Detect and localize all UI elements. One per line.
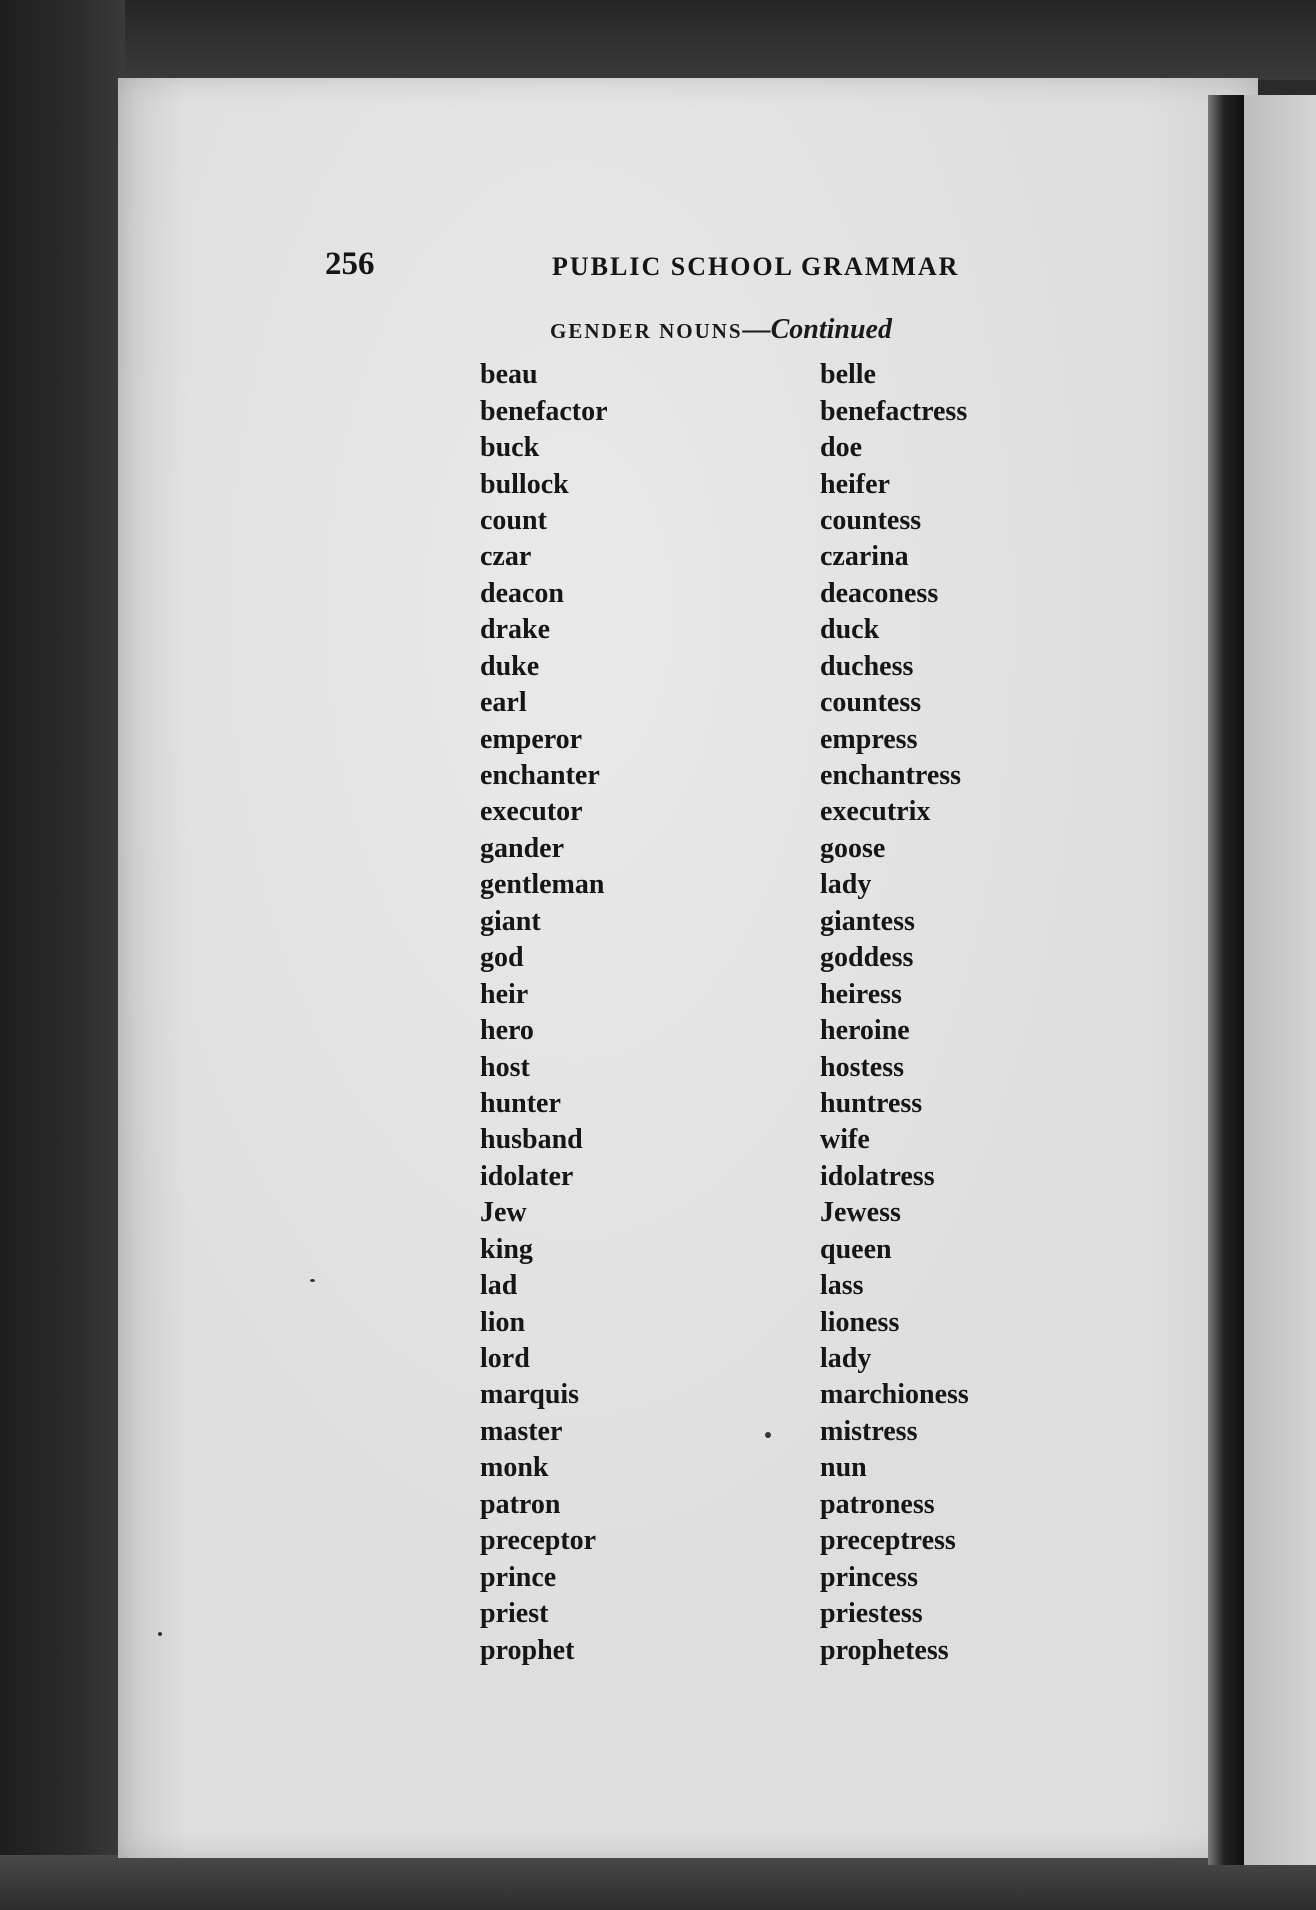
scan-speck [310, 1279, 315, 1282]
table-row [480, 1596, 1020, 1632]
masculine-noun: lion [480, 1306, 526, 1338]
masculine-noun: gander [480, 832, 564, 864]
table-row [480, 393, 1020, 429]
feminine-noun: wife [820, 1124, 870, 1156]
table-row [480, 1122, 1020, 1158]
masculine-noun: czar [480, 541, 532, 573]
masculine-noun: earl [480, 687, 527, 719]
masculine-noun: patron [480, 1488, 561, 1520]
masculine-noun: buck [480, 432, 540, 464]
feminine-noun: prophetess [820, 1634, 949, 1666]
feminine-noun: enchantress [820, 760, 962, 792]
masculine-noun: executor [480, 796, 583, 828]
table-row [480, 1268, 1020, 1304]
table-row [480, 1487, 1020, 1523]
feminine-noun: czarina [820, 541, 909, 573]
table-row [480, 1450, 1020, 1486]
masculine-noun: deacon [480, 577, 564, 609]
feminine-noun: giantess [820, 905, 915, 937]
feminine-noun: patroness [820, 1488, 935, 1520]
masculine-noun: emperor [480, 723, 583, 755]
feminine-noun: countess [820, 687, 922, 719]
table-row [480, 794, 1020, 830]
feminine-noun: lass [820, 1270, 864, 1302]
masculine-noun: god [480, 942, 524, 974]
table-row [480, 1159, 1020, 1195]
table-row [480, 430, 1020, 466]
masculine-noun: hunter [480, 1087, 561, 1119]
masculine-noun: husband [480, 1124, 583, 1156]
feminine-noun: countess [820, 504, 922, 536]
feminine-noun: Jewess [820, 1197, 901, 1229]
feminine-noun: priestess [820, 1598, 923, 1630]
masculine-noun: heir [480, 978, 529, 1010]
table-row [480, 1377, 1020, 1413]
section-heading-continued: —Continued [742, 314, 892, 345]
table-row [480, 1341, 1020, 1377]
table-row [480, 1632, 1020, 1668]
scan-border-bottom [0, 1855, 1316, 1910]
scan-speck [158, 1632, 162, 1636]
gender-nouns-rows [480, 357, 1020, 1669]
table-row [480, 1049, 1020, 1085]
masculine-noun: master [480, 1415, 563, 1447]
feminine-noun: goose [820, 832, 886, 864]
table-row [480, 831, 1020, 867]
masculine-noun: king [480, 1233, 533, 1265]
table-row [480, 503, 1020, 539]
masculine-noun: enchanter [480, 760, 600, 792]
feminine-noun: heiress [820, 978, 902, 1010]
table-row [480, 1195, 1020, 1231]
masculine-noun: priest [480, 1598, 549, 1630]
feminine-noun: huntress [820, 1087, 923, 1119]
masculine-noun: drake [480, 614, 550, 646]
table-row [480, 649, 1020, 685]
table-row [480, 1523, 1020, 1559]
feminine-noun: heroine [820, 1015, 910, 1047]
masculine-noun: preceptor [480, 1525, 597, 1557]
masculine-noun: lord [480, 1343, 530, 1375]
scan-border-left [0, 0, 125, 1910]
masculine-noun: prophet [480, 1634, 575, 1666]
masculine-noun: Jew [480, 1197, 527, 1229]
feminine-noun: idolatress [820, 1160, 935, 1192]
table-row [480, 539, 1020, 575]
table-row [480, 1013, 1020, 1049]
facing-page-edge [1244, 95, 1316, 1865]
page-number: 256 [325, 246, 375, 282]
feminine-noun: lady [820, 869, 872, 901]
feminine-noun: nun [820, 1452, 867, 1484]
feminine-noun: hostess [820, 1051, 905, 1083]
feminine-noun: preceptress [820, 1525, 956, 1557]
feminine-noun: princess [820, 1561, 918, 1593]
feminine-noun: marchioness [820, 1379, 969, 1411]
masculine-noun: prince [480, 1561, 557, 1593]
masculine-noun: idolater [480, 1160, 574, 1192]
feminine-noun: executrix [820, 796, 931, 828]
masculine-noun: gentleman [480, 869, 605, 901]
section-heading-title: GENDER NOUNS [550, 319, 743, 343]
masculine-noun: host [480, 1051, 530, 1083]
table-row [480, 1559, 1020, 1595]
table-row [480, 576, 1020, 612]
scan-border-top [0, 0, 1316, 80]
section-heading [550, 314, 892, 346]
gender-nouns-table [480, 357, 1020, 1669]
feminine-noun: duck [820, 614, 880, 646]
table-row [480, 466, 1020, 502]
feminine-noun: lioness [820, 1306, 900, 1338]
table-row [480, 1232, 1020, 1268]
feminine-noun: heifer [820, 468, 890, 500]
masculine-noun: monk [480, 1452, 549, 1484]
masculine-noun: duke [480, 650, 540, 682]
feminine-noun: deaconess [820, 577, 939, 609]
table-row [480, 685, 1020, 721]
table-row [480, 758, 1020, 794]
table-row [480, 976, 1020, 1012]
running-head: PUBLIC SCHOOL GRAMMAR [552, 252, 960, 281]
feminine-noun: belle [820, 359, 876, 391]
masculine-noun: bullock [480, 468, 569, 500]
feminine-noun: duchess [820, 650, 914, 682]
table-row [480, 1414, 1020, 1450]
masculine-noun: hero [480, 1015, 534, 1047]
table-row [480, 1304, 1020, 1340]
feminine-noun: mistress [820, 1415, 918, 1447]
table-row [480, 904, 1020, 940]
table-row [480, 612, 1020, 648]
masculine-noun: marquis [480, 1379, 580, 1411]
masculine-noun: count [480, 504, 547, 536]
binding-gutter [1208, 95, 1244, 1865]
feminine-noun: benefactress [820, 395, 968, 427]
feminine-noun: lady [820, 1343, 872, 1375]
masculine-noun: lad [480, 1270, 518, 1302]
masculine-noun: giant [480, 905, 541, 937]
masculine-noun: beau [480, 359, 538, 391]
table-row [480, 867, 1020, 903]
table-row [480, 721, 1020, 757]
feminine-noun: doe [820, 432, 862, 464]
table-row [480, 940, 1020, 976]
masculine-noun: benefactor [480, 395, 608, 427]
feminine-noun: empress [820, 723, 918, 755]
feminine-noun: queen [820, 1233, 892, 1265]
table-row [480, 357, 1020, 393]
table-row [480, 1086, 1020, 1122]
scan-speck [765, 1432, 771, 1438]
feminine-noun: goddess [820, 942, 914, 974]
